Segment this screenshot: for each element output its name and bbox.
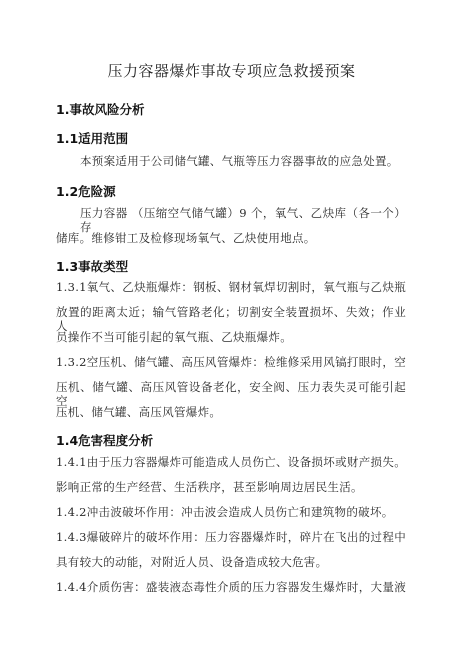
hazard-degree-1-line-2: 影响正常的生产经营、生活秩序，甚至影响周边居民生活。 <box>56 480 363 494</box>
section-heading-hazard-source: 1.2危险源 <box>56 184 116 199</box>
hazard-source-line-1: 压力容器 （压缩空气储气罐）9 个，氧气、乙炔库（各一个）存 <box>80 206 406 234</box>
accident-type-1-line-1: 1.3.1氧气、乙炔瓶爆炸：钢板、钢材氧焊切割时，氧气瓶与乙炔瓶 <box>56 280 406 294</box>
document-title: 压力容器爆炸事故专项应急救援预案 <box>107 62 356 80</box>
accident-type-2-line-1: 1.3.2空压机、储气罐、高压风管爆炸：检维修采用风镐打眼时，空 <box>56 355 406 369</box>
accident-type-2-line-3: 压机、储气罐、高压风管爆炸。 <box>56 405 222 419</box>
section-heading-accident-types: 1.3事故类型 <box>56 259 129 274</box>
hazard-degree-2-line-1: 1.4.2冲击波破坏作用：冲击波会造成人员伤亡和建筑物的破坏。 <box>56 505 394 519</box>
hazard-degree-3-line-1: 1.4.3爆破碎片的破坏作用：压力容器爆炸时，碎片在飞出的过程中 <box>56 530 406 544</box>
section-heading-scope: 1.1适用范围 <box>56 131 129 146</box>
accident-type-1-line-3: 员操作不当可能引起的氧气瓶、乙炔瓶爆炸。 <box>56 330 292 344</box>
hazard-degree-4-line-1: 1.4.4介质伤害：盛装液态毒性介质的压力容器发生爆炸时，大量液 <box>56 580 406 594</box>
section-heading-risk-analysis: 1.事故风险分析 <box>56 102 145 117</box>
accident-type-2-line-2: 压机、储气罐、高压风管设备老化，安全阀、压力表失灵可能引起空 <box>56 380 406 408</box>
accident-type-1-line-2: 放置的距离太近；输气管路老化；切割安全装置损坏、失效；作业人 <box>56 305 406 333</box>
section-heading-hazard-degree: 1.4危害程度分析 <box>56 433 154 448</box>
scope-text: 本预案适用于公司储气罐、气瓶等压力容器事故的应急处置。 <box>80 154 399 168</box>
hazard-source-line-2: 储库。维修钳工及检修现场氧气、乙炔使用地点。 <box>56 231 316 245</box>
hazard-degree-1-line-1: 1.4.1由于压力容器爆炸可能造成人员伤亡、设备损坏或财产损失。 <box>56 455 406 469</box>
hazard-degree-3-line-2: 具有较大的动能，对附近人员、设备造成较大危害。 <box>56 555 328 569</box>
